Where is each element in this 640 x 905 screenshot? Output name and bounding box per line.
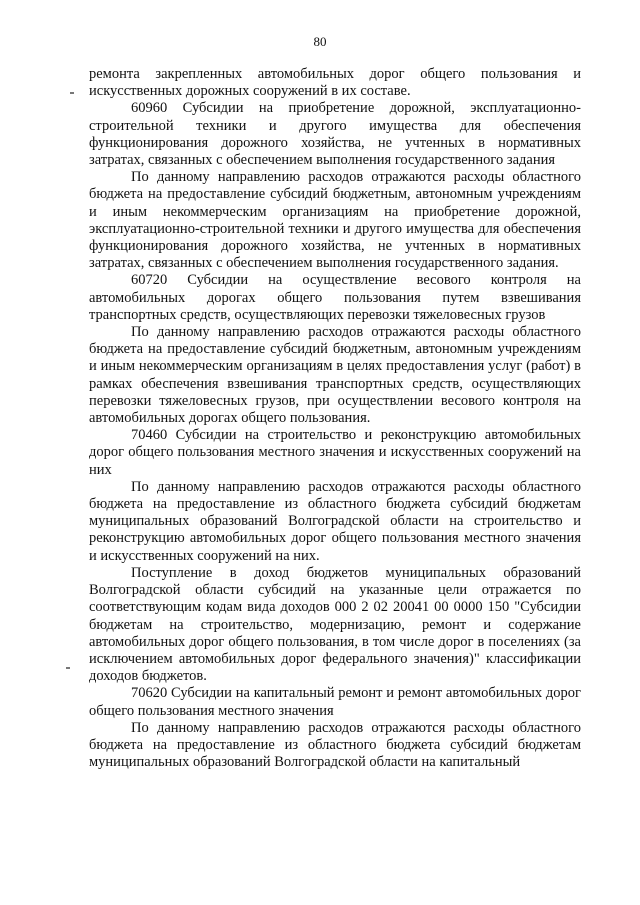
paragraph: 70460 Субсидии на строительство и реконструкцию автомобильных дорог общего пользования местного значения и искусственных сооружений на них — [89, 427, 581, 478]
scan-mark — [70, 92, 74, 94]
paragraph: 70620 Субсидии на капитальный ремонт и ремонт автомобильных дорог общего пользования местного значения — [89, 685, 581, 719]
paragraph: По данному направлению расходов отражаются расходы областного бюджета на предоставление субсидий бюджетным, автономным учреждениям и иным некоммерческим организациям в целях предоставления услуг (работ) в рамках обеспечения взвешивания транспортных средств, осуществляющих перевозки тяжеловесных грузов, при осуществлении весового контроля на автомобильных дорогах общего пользования. — [89, 324, 581, 427]
paragraph: Поступление в доход бюджетов муниципальных образований Волгоградской области субсидий на указанные цели отражается по соответствующим кодам вида доходов 000 2 02 20041 00 0000 150 "Субсидии бюджетам на строительство, модернизацию, ремонт и содержание автомобильных дорог общего пользования, в том числе дорог в поселениях (за исключением автомобильных дорог федерального значения)" классификации доходов бюджетов. — [89, 564, 581, 685]
paragraph: По данному направлению расходов отражаются расходы областного бюджета на предоставление из областного бюджета субсидий бюджетам муниципальных образований Волгоградской области на капитальный — [89, 719, 581, 771]
paragraph: ремонта закрепленных автомобильных дорог общего пользования и искусственных дорожных сооружений в их составе. — [89, 66, 581, 100]
paragraph: 60720 Субсидии на осуществление весового контроля на автомобильных дорогах общего пользования путем взвешивания транспортных средств, осуществляющих перевозки тяжеловесных грузов — [89, 272, 581, 323]
paragraph: По данному направлению расходов отражаются расходы областного бюджета на предоставление из областного бюджета субсидий бюджетам муниципальных образований Волгоградской области на строительство и реконструкцию автомобильных дорог общего пользования местного значения и искусственных сооружений на них. — [89, 478, 581, 564]
page-number: 80 — [313, 34, 327, 49]
paragraph: 60960 Субсидии на приобретение дорожной, эксплуатационно-строительной техники и другого имущества для обеспечения функционирования дорожного хозяйства, не учтенных в нормативных затратах, связанных с обеспечением выполнения государственного задания — [89, 100, 581, 169]
scan-mark — [66, 667, 70, 669]
paragraph: По данному направлению расходов отражаются расходы областного бюджета на предоставление субсидий бюджетным, автономным учреждениям и иным некоммерческим организациям на приобретение дорожной, эксплуатационно-строительной техники и другого имущества для обеспечения функционирования дорожного хозяйства, не учтенных в нормативных затратах, связанных с обеспечением выполнения государственного задания. — [89, 169, 581, 272]
document-body — [89, 66, 581, 771]
